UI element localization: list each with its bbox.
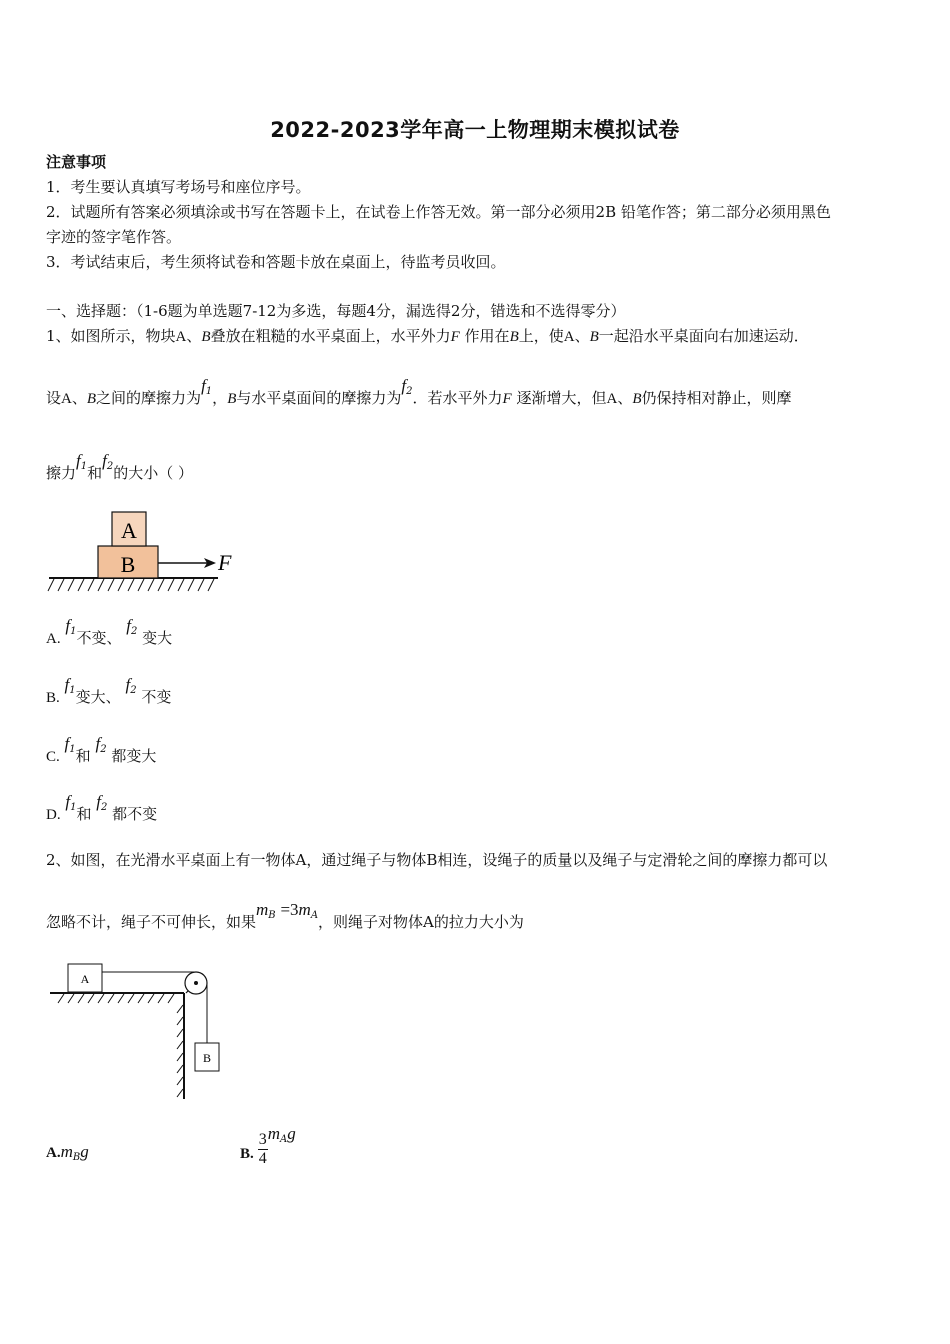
q1-option-c[interactable]: C. $f_1$和 $f_2$ 都变大 bbox=[46, 734, 157, 765]
q1-line-1: 1、如图所示，物块A、B叠放在粗糙的水平桌面上，水平外力F 作用在B上，使A、B一起沿水平桌面向右加速运动． bbox=[46, 327, 809, 345]
notice-item-1: 1．考生要认真填写考场号和座位序号。 bbox=[46, 178, 311, 196]
notice-heading: 注意事项 bbox=[46, 153, 107, 171]
pulley-axle bbox=[194, 981, 198, 985]
ground-hatching bbox=[48, 579, 214, 591]
fraction: $\frac{3}{4}$ bbox=[258, 1131, 267, 1167]
q1-option-b[interactable]: B. $f_1$变大、 $f_2$ 不变 bbox=[46, 675, 172, 706]
notice-item-2: 2．试题所有答案必须填涂或书写在答题卡上，在试卷上作答无效。第一部分必须用2B 铅笔作答；第二部分必须用黑色 bbox=[46, 203, 831, 221]
q1-line-2: 设A、B之间的摩擦力为$f_1$，B与水平桌面间的摩擦力为$f_2$．若水平外力F 逐渐增大，但A、B仍保持相对静止，则摩 bbox=[46, 376, 792, 407]
notice-item-2-cont: 字迹的签字笔作答。 bbox=[46, 228, 182, 246]
q1-option-d[interactable]: D. $f_1$和 $f_2$ 都不变 bbox=[46, 792, 158, 823]
q2-option-a[interactable]: $A.m_Bg$ bbox=[46, 1142, 89, 1163]
q1-option-a[interactable]: A. $f_1$不变、 $f_2$ 变大 bbox=[46, 616, 173, 647]
q1-figure bbox=[46, 508, 246, 596]
q2-figure bbox=[46, 955, 246, 1105]
notice-item-3: 3．考试结束后，考生须将试卷和答题卡放在桌面上，待监考员收回。 bbox=[46, 253, 506, 271]
block-a-label: A bbox=[121, 518, 137, 543]
table-hatching bbox=[58, 994, 174, 1003]
block-a-label: A bbox=[80, 972, 90, 986]
block-b-label: B bbox=[120, 552, 136, 577]
q1-line-3: 擦力$f_1$和$f_2$的大小（ ） bbox=[46, 451, 194, 482]
force-label: F bbox=[218, 550, 232, 575]
side-hatching bbox=[177, 1005, 183, 1097]
q2-line-1: 2、如图，在光滑水平桌面上有一物体A，通过绳子与物体B相连，设绳子的质量以及绳子与定滑轮之间的摩擦力都可以 bbox=[46, 851, 828, 869]
section-heading: 一、选择题：（1-6题为单选题7-12为多选，每题4分，漏选得2分，错选和不选得零分） bbox=[46, 302, 626, 320]
block-b-label: B bbox=[202, 1051, 212, 1065]
page-title: 2022-2023学年高一上物理期末模拟试卷 bbox=[270, 118, 680, 142]
q2-option-b[interactable]: B. $\frac{3}{4}$ $m_Ag$ bbox=[240, 1124, 296, 1167]
q2-line-2: 忽略不计，绳子不可伸长，如果$m_B =3m_A$，则绳子对物体A的拉力大小为 bbox=[46, 900, 524, 931]
